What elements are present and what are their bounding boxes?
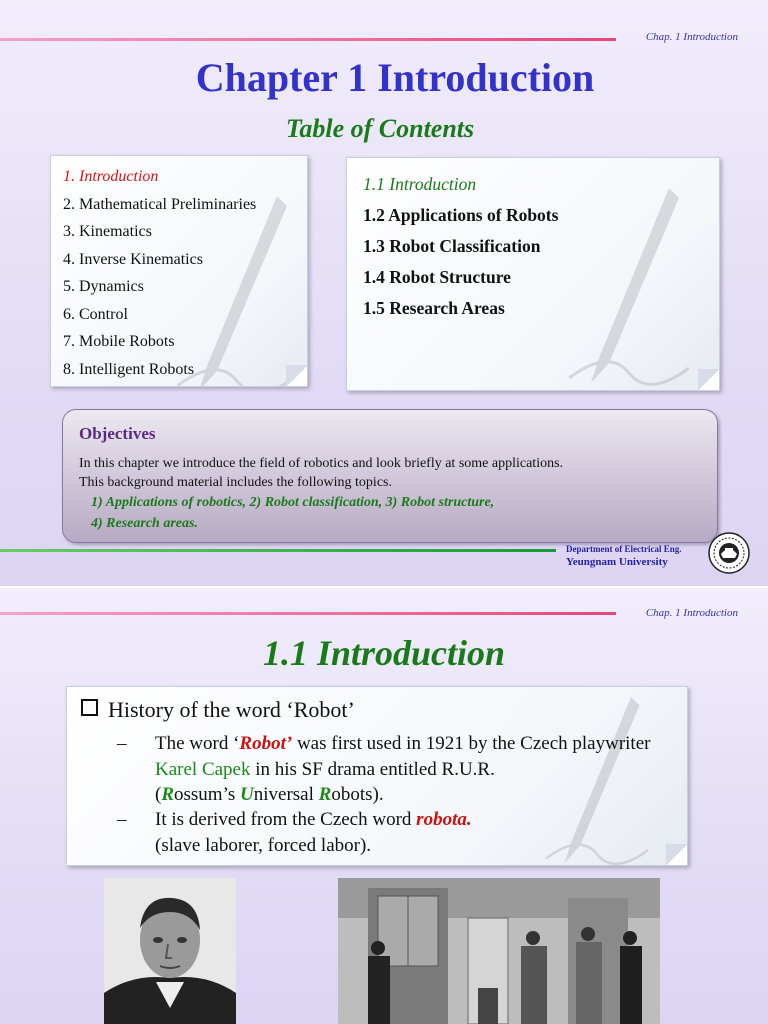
- subsection-item[interactable]: 1.2 Applications of Robots: [363, 205, 559, 225]
- objectives-text: [79, 454, 709, 492]
- history-paragraph-2: It is derived from the Czech word robota. (slave laborer, forced labor).: [155, 809, 472, 856]
- department-label: Department of Electrical Eng.: [566, 544, 682, 554]
- toc-item[interactable]: 8. Intelligent Robots: [63, 360, 195, 378]
- subsection-item[interactable]: 1.4 Robot Structure: [363, 267, 511, 287]
- page-fold: [666, 844, 688, 866]
- history-heading: History of the word ‘Robot’: [81, 697, 355, 723]
- toc-title: Table of Contents: [285, 114, 475, 143]
- topics-line: 1) Applications of robotics, 2) Robot classification, 3) Robot structure,: [91, 495, 495, 510]
- top-divider: [0, 612, 616, 615]
- toc-item[interactable]: 7. Mobile Robots: [63, 333, 175, 350]
- bottom-divider: [0, 549, 556, 552]
- subsection-item[interactable]: 1.5 Research Areas: [363, 298, 505, 318]
- objectives-line: In this chapter we introduce the field of robotics and look briefly at some applications.: [79, 456, 564, 471]
- toc-item[interactable]: 2. Mathematical Preliminaries: [63, 195, 257, 213]
- topics-line: 4) Research areas.: [91, 516, 198, 531]
- chapter-tag: Chap. 1 Introduction: [645, 607, 738, 619]
- subsection-item[interactable]: 1.1 Introduction: [363, 174, 477, 194]
- dash-bullet: –: [117, 809, 127, 830]
- checkbox-bullet-icon: [81, 699, 98, 716]
- pen-watermark-icon: [569, 188, 689, 388]
- toc-panel: [50, 155, 308, 387]
- top-divider: [0, 38, 616, 41]
- dash-bullet: –: [117, 733, 127, 754]
- toc-list: [63, 166, 256, 386]
- toc-item[interactable]: 4. Inverse Kinematics: [63, 250, 203, 268]
- page-fold: [698, 369, 720, 391]
- toc-item[interactable]: 1. Introduction: [63, 168, 159, 185]
- page-fold: [286, 365, 308, 387]
- rur-play-photo: [338, 878, 660, 1024]
- objectives-topics: [91, 492, 691, 534]
- history-paragraph-1: The word ‘Robot’ was first used in 1921 by the Czech playwriter Karel Capek in his SF drama entitled R.U.R. (Rossum’s Universal Robots).: [155, 733, 651, 805]
- objectives-box: [62, 409, 718, 543]
- toc-item[interactable]: 6. Control: [63, 305, 128, 323]
- history-panel: [66, 686, 688, 866]
- slide-2: [0, 588, 768, 1024]
- portrait-image: [104, 878, 236, 1024]
- chapter-tag: Chap. 1 Introduction: [645, 31, 738, 43]
- objectives-line: This background material includes the following topics.: [79, 475, 392, 490]
- stage-image: [338, 878, 660, 1024]
- university-label: Yeungnam University: [566, 556, 668, 568]
- subsection-panel: [346, 157, 720, 391]
- slide-title: Chapter 1 Introduction: [195, 55, 595, 100]
- subsection-list: [363, 172, 558, 327]
- slide-title: 1.1 Introduction: [262, 633, 506, 673]
- objectives-title: Objectives: [79, 424, 156, 443]
- karel-capek-photo: [104, 878, 236, 1024]
- toc-item[interactable]: 5. Dynamics: [63, 278, 144, 295]
- subsection-item[interactable]: 1.3 Robot Classification: [363, 236, 541, 256]
- university-seal-icon: [708, 532, 750, 574]
- toc-item[interactable]: 3. Kinematics: [63, 223, 152, 240]
